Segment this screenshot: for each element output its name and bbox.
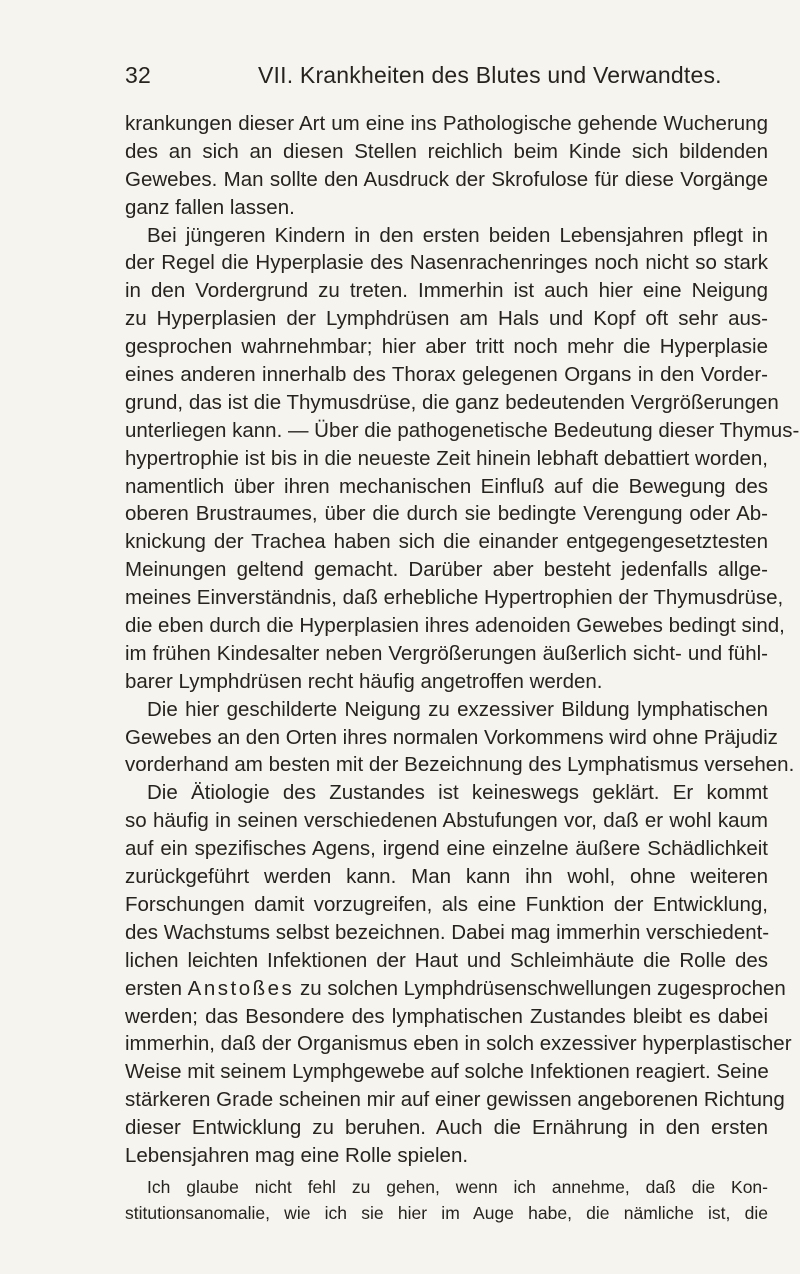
text-line: vorderhand am besten mit der Bezeichnung des Lymphatismus versehen.: [125, 753, 795, 777]
small-print-paragraph: [125, 1174, 768, 1226]
text-line: Forschungen damit vorzugreifen, als eine Funktion der Entwicklung,: [125, 892, 768, 916]
text-line: zurückgeführt werden kann. Man kann ihn wohl, ohne weiteren: [125, 865, 768, 889]
text-line: in den Vordergrund zu treten. Immerhin ist auch hier eine Neigung: [125, 279, 768, 303]
page-number: 32: [125, 62, 151, 88]
paragraph: [125, 222, 800, 696]
text-line: eines anderen innerhalb des Thorax gelegenen Organs in den Vorder-: [125, 363, 768, 387]
text-line: Lebensjahren mag eine Rolle spielen.: [125, 1143, 469, 1167]
text-line: der Regel die Hyperplasie des Nasenrachenringes noch nicht so stark: [125, 251, 768, 275]
text-line: meines Einverständnis, daß erhebliche Hypertrophien der Thymusdrüse,: [125, 586, 784, 610]
text-line: grund, das ist die Thymusdrüse, die ganz bedeutenden Vergrößerungen: [125, 390, 779, 414]
text-line: Gewebes an den Orten ihres normalen Vorkommens wird ohne Präjudiz: [125, 725, 778, 749]
text-line: gesprochen wahrnehmbar; hier aber tritt noch mehr die Hyperplasie: [125, 335, 768, 359]
emphasized-word: Anstoßes: [187, 976, 295, 1000]
text-line: ganz fallen lassen.: [125, 195, 295, 219]
text-line: Die hier geschilderte Neigung zu exzessiver Bildung lymphatischen: [147, 697, 768, 721]
text-line: so häufig in seinen verschiedenen Abstufungen vor, daß er wohl kaum: [125, 809, 768, 833]
text-line: Weise mit seinem Lymphgewebe auf solche Infektionen reagiert. Seine: [125, 1060, 769, 1084]
text-fragment: ersten: [125, 976, 188, 1000]
text-line: die eben durch die Hyperplasien ihres adenoiden Gewebes bedingt sind,: [125, 614, 785, 638]
text-line: knickung der Trachea haben sich die einander entgegengesetztesten: [125, 530, 768, 554]
text-line: des Wachstums selbst bezeichnen. Dabei mag immerhin verschiedent-: [125, 920, 770, 944]
text-line: immerhin, daß der Organismus eben in solch exzessiver hyperplastischer: [125, 1032, 792, 1056]
page-header: [125, 62, 722, 96]
body-text: [125, 110, 800, 1226]
text-line: Meinungen geltend gemacht. Darüber aber besteht jedenfalls allge-: [125, 558, 768, 582]
text-line: stärkeren Grade scheinen mir auf einer gewissen angeborenen Richtung: [125, 1088, 785, 1112]
text-line: barer Lymphdrüsen recht häufig angetroffen werden.: [125, 669, 603, 693]
text-line: des an sich an diesen Stellen reichlich beim Kinde sich bildenden: [125, 139, 768, 163]
text-line: Die Ätiologie des Zustandes ist keineswegs geklärt. Er kommt: [147, 781, 768, 805]
text-line: Gewebes. Man sollte den Ausdruck der Skrofulose für diese Vorgänge: [125, 167, 768, 191]
text-line: stitutionsanomalie, wie ich sie hier im Auge habe, die nämliche ist, die: [125, 1202, 768, 1223]
text-fragment: zu solchen Lymphdrüsenschwellungen zugesprochen: [294, 976, 786, 1000]
text-line: oberen Brustraumes, über die durch sie bedingte Verengung oder Ab-: [125, 502, 768, 526]
text-line: unterliegen kann. — Über die pathogenetische Bedeutung dieser Thymus-: [125, 418, 800, 442]
text-line: hypertrophie ist bis in die neueste Zeit hinein lebhaft debattiert worden,: [125, 446, 768, 470]
paragraph: [125, 696, 795, 780]
text-line: Ich glaube nicht fehl zu gehen, wenn ich annehme, daß die Kon-: [147, 1176, 768, 1197]
text-line: Bei jüngeren Kindern in den ersten beiden Lebensjahren pflegt in: [147, 223, 768, 247]
text-line: dieser Entwicklung zu beruhen. Auch die Ernährung in den ersten: [125, 1116, 768, 1140]
text-line-with-spaced-word: [125, 975, 786, 1003]
text-line: zu Hyperplasien der Lymphdrüsen am Hals und Kopf oft sehr aus-: [125, 307, 768, 331]
text-line: namentlich über ihren mechanischen Einfluß auf die Bewegung des: [125, 474, 768, 498]
text-line: krankungen dieser Art um eine ins Pathologische gehende Wucherung: [125, 112, 768, 135]
text-line: im frühen Kindesalter neben Vergrößerungen äußerlich sicht- und fühl-: [125, 641, 768, 665]
text-line: werden; das Besondere des lymphatischen Zustandes bleibt es dabei: [125, 1004, 768, 1028]
text-line: auf ein spezifisches Agens, irgend eine einzelne äußere Schädlichkeit: [125, 837, 768, 861]
text-line: lichen leichten Infektionen der Haut und Schleimhäute die Rolle des: [125, 948, 768, 972]
paragraph: [125, 110, 768, 222]
paragraph: [125, 779, 792, 1169]
running-title: VII. Krankheiten des Blutes und Verwandtes.: [258, 62, 722, 88]
